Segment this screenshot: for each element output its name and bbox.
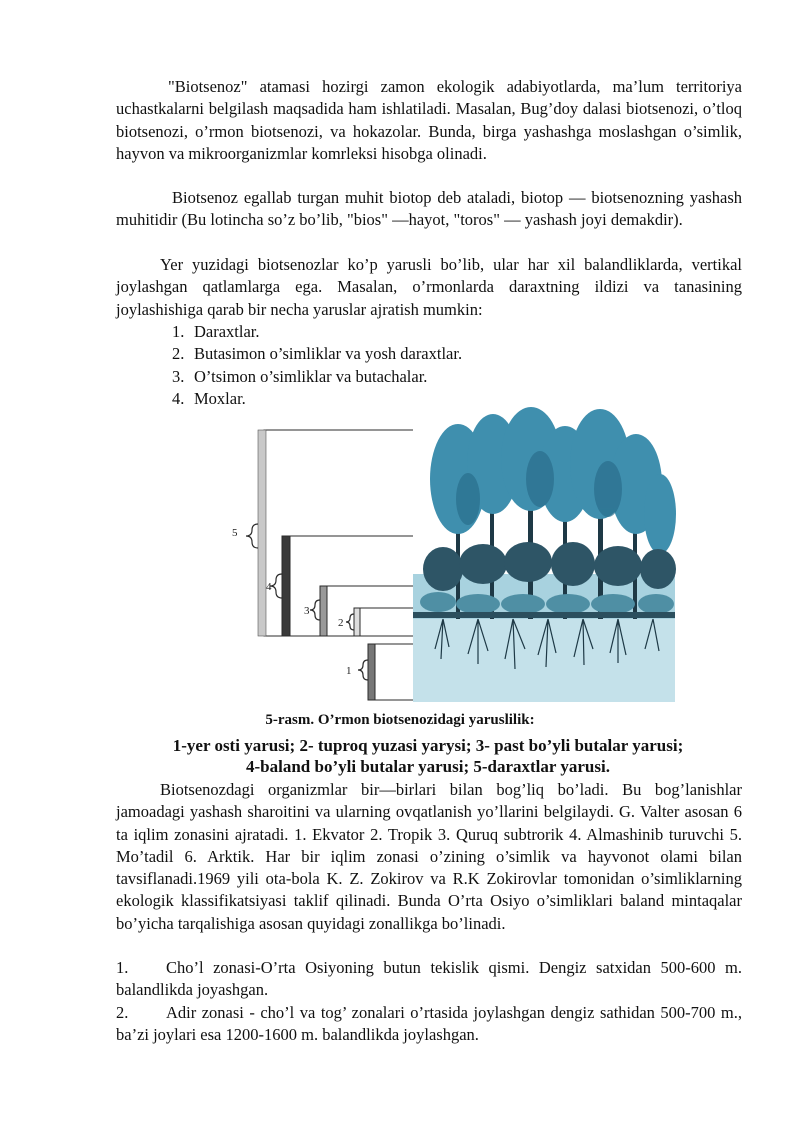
- layers-list: [172, 321, 462, 410]
- label-1: 1: [346, 665, 352, 677]
- bracket-3: [320, 586, 413, 636]
- zone-item-2: 2. Adir zonasi - cho’l va tog’ zonalari o’rtasida joylashgan dengiz sathidan 500-700 m., ba’zi joylari esa 1200-1600 m. balandlikda joylashgan.: [116, 1003, 742, 1045]
- soil-area: [413, 614, 675, 702]
- moss-layer: [413, 612, 675, 618]
- bracket-2: [354, 608, 413, 636]
- zone-item-1: 1. Cho’l zonasi-O’rta Osiyoning butun tekislik qismi. Dengiz satxidan 500-600 m. balandlikda joyashgan.: [116, 958, 742, 1000]
- paragraph-yarus: Yer yuzidagi biotsenozlar ko’p yarusli bo’lib, ular har xil balandliklarda, vertikal joylashgan qatlamlarga ega. Masalan, o’rmonlarda daraxtning ildizi va tanasining joylashishiga qarab bir necha yaruslar ajratish mumkin:: [116, 255, 742, 319]
- label-5: 5: [232, 527, 238, 539]
- figure-caption-line1: 1-yer osti yarusi; 2- tuproq yuzasi yarysi; 3- past bo’yli butalar yarusi;: [172, 736, 684, 755]
- list-item: 3. O’tsimon o’simliklar va butachalar.: [172, 366, 428, 386]
- figure-caption-line2: 4-baland bo’yli butalar yarusi; 5-daraxtlar yarusi.: [246, 757, 610, 776]
- label-2: 2: [338, 617, 344, 629]
- list-item: 1. Daraxtlar.: [172, 322, 260, 341]
- paragraph-biotop: Biotsenoz egallab turgan muhit biotop deb ataladi, biotop — biotsenozning yashash muhitidir (Bu lotincha so’z bo’lib, "bios" —hayot, "toros" — yashash joyi demakdir).: [116, 188, 742, 230]
- label-4: 4: [266, 581, 272, 593]
- figure-caption-title: 5-rasm. O’rmon biotsenozidagi yaruslilik:: [265, 712, 535, 728]
- bracket-5: [258, 430, 413, 636]
- forest-layers-illustration: [228, 404, 680, 704]
- paragraph-organisms: Biotsenozdagi organizmlar bir—birlari bilan bog’liq bo’ladi. Bu bog’lanishlar jamoadagi yashash sharoitini va ularning ovqatlanish yo’llarini belgilaydi. G. Valter asosan 6 ta iqlim zonasini ajratadi. 1. Ekvator 2. Tropik 3. Quruq subtrorik 4. Almashinib turuvchi 5. Mo’tadil 6. Arktik. Har bir iqlim zonasi o’zining o’simlik va hayvonot olami bilan tavsiflanadi.1969 yili ota-bola K. Z. Zokirov va R.K Zokirovlar tomonidan o’simliklarning ekologik klassifikatsiyasi taklif qilinadi. Bunda O’rta Osiyo o’simliklari baland mintaqalar bo’yicha tarqalishiga asosan quyidagi zonallikga bo’linadi.: [116, 780, 742, 933]
- list-item: 2. Butasimon o’simliklar va yosh daraxtlar.: [172, 344, 463, 364]
- label-3: 3: [304, 605, 310, 617]
- bracket-1: [368, 644, 413, 700]
- list-item: 4. Moxlar.: [172, 388, 246, 408]
- paragraph-biotsenoz-term: "Biotsenoz" atamasi hozirgi zamon ekologik adabiyotlarda, ma’lum territoriya uchastkalarni belgilash maqsadida ham ishlatiladi. Masalan, Bug’doy dalasi biotsenozi, o’tloq biotsenozi, o’rmon biotsenozi, va hokazolar. Bunda, birga yashashga moslashgan o’simlik, hayvon va mikroorganizmlar komrleksi hisobga olinadi.: [116, 77, 742, 163]
